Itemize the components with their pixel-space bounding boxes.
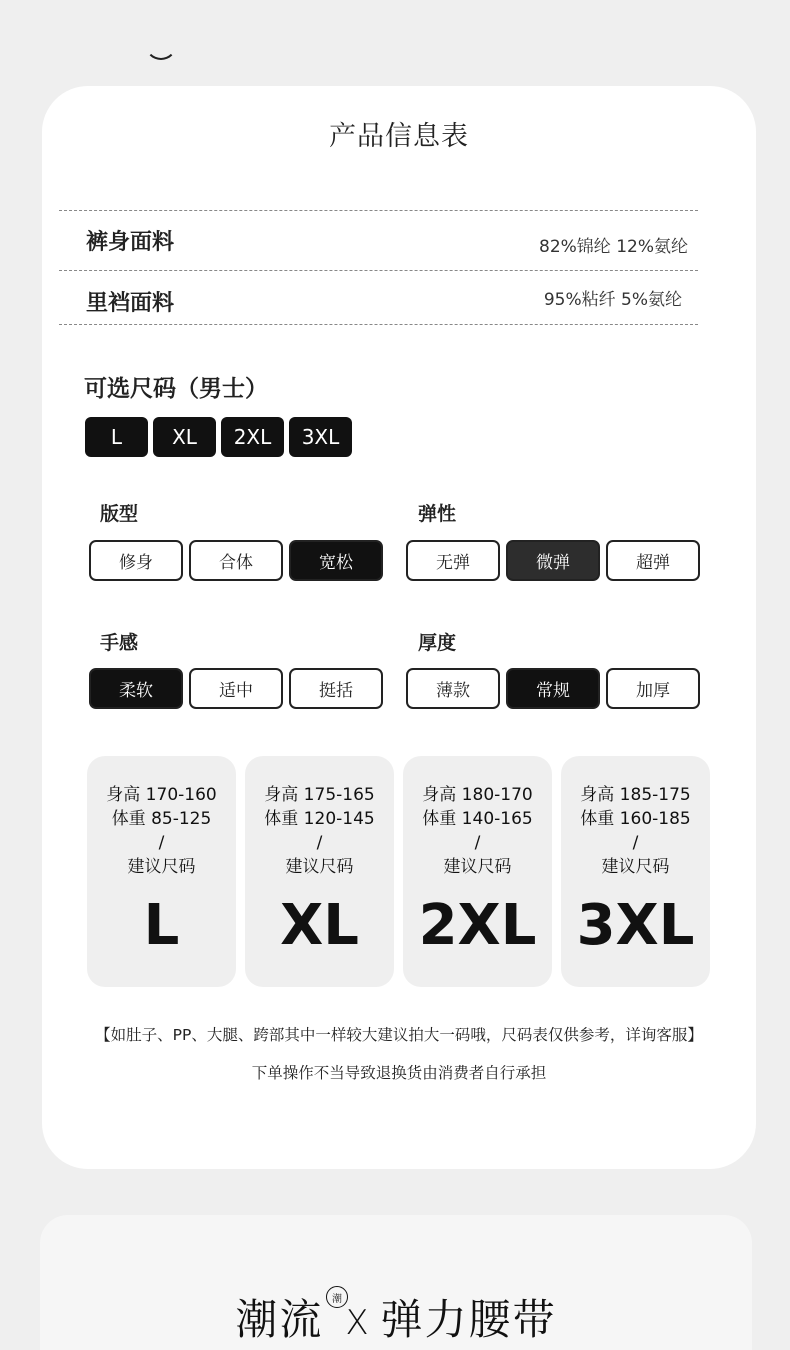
divider: [59, 324, 698, 325]
suggest-label: 建议尺码: [127, 857, 196, 877]
stretch-title: 弹性: [418, 503, 457, 525]
height-range: 身高 185-175: [580, 785, 691, 805]
fit-option-loose[interactable]: 宽松: [289, 540, 383, 581]
promo-banner: [40, 1215, 752, 1350]
decorative-arc: [145, 30, 177, 60]
weight-range: 体重 85-125: [111, 809, 212, 829]
suggested-size: 3XL: [576, 893, 695, 958]
separator: /: [474, 833, 481, 853]
suggest-label: 建议尺码: [443, 857, 512, 877]
size-card-l: [87, 756, 236, 987]
weight-range: 体重 120-145: [264, 809, 375, 829]
stretch-option-none[interactable]: 无弹: [406, 540, 500, 581]
thickness-option-thin[interactable]: 薄款: [406, 668, 500, 709]
separator: /: [316, 833, 323, 853]
suggest-label: 建议尺码: [601, 857, 670, 877]
feel-option-medium[interactable]: 适中: [189, 668, 283, 709]
weight-range: 体重 160-185: [580, 809, 691, 829]
height-range: 身高 175-165: [264, 785, 375, 805]
fit-title: 版型: [100, 503, 139, 525]
separator: /: [632, 833, 639, 853]
suggest-label: 建议尺码: [285, 857, 354, 877]
stretch-options: [406, 540, 700, 581]
thickness-title: 厚度: [418, 632, 457, 654]
suggested-size: XL: [280, 893, 359, 958]
feel-title: 手感: [100, 632, 139, 654]
stretch-option-super[interactable]: 超弹: [606, 540, 700, 581]
lining-value: 95%粘纤 5%氨纶: [543, 290, 682, 310]
size-chip-l[interactable]: L: [85, 417, 148, 457]
size-card-xl: [245, 756, 394, 987]
thickness-option-thick[interactable]: 加厚: [606, 668, 700, 709]
height-range: 身高 170-160: [106, 785, 217, 805]
weight-range: 体重 140-165: [422, 809, 533, 829]
promo-cross: X: [345, 1303, 371, 1343]
promo-headline: [40, 1287, 752, 1347]
fabric-label: 裤身面料: [86, 230, 175, 255]
suggested-size: L: [143, 893, 180, 958]
feel-options: [89, 668, 383, 709]
size-advice-note: 【如肚子、PP、大腿、跨部其中一样较大建议拍大一码哦，尺码表仅供参考，详询客服】: [95, 1026, 703, 1044]
promo-right-text: 弹力腰带: [380, 1295, 557, 1344]
divider: [59, 270, 698, 271]
stretch-option-slight[interactable]: 微弹: [506, 540, 600, 581]
size-heading: 可选尺码（男士）: [84, 376, 268, 402]
promo-left-text: 潮流: [235, 1295, 324, 1344]
thickness-option-regular[interactable]: 常规: [506, 668, 600, 709]
size-chip-3xl[interactable]: 3XL: [289, 417, 352, 457]
size-chip-2xl[interactable]: 2XL: [221, 417, 284, 457]
height-range: 身高 180-170: [422, 785, 533, 805]
fit-option-regular[interactable]: 合体: [189, 540, 283, 581]
feel-option-stiff[interactable]: 挺括: [289, 668, 383, 709]
fabric-value: 82%锦纶 12%氨纶: [539, 237, 688, 257]
size-chip-xl[interactable]: XL: [153, 417, 216, 457]
thickness-options: [406, 668, 700, 709]
size-card-3xl: [561, 756, 710, 987]
divider: [59, 210, 698, 211]
feel-option-soft[interactable]: 柔软: [89, 668, 183, 709]
trend-stamp-icon: 潮: [326, 1286, 348, 1308]
return-policy-note: 下单操作不当导致退换货由消费者自行承担: [251, 1064, 547, 1082]
size-chip-group: [85, 417, 352, 457]
product-info-card: [42, 86, 756, 1169]
size-card-2xl: [403, 756, 552, 987]
suggested-size: 2XL: [418, 893, 537, 958]
size-recommendation-cards: [87, 756, 710, 987]
lining-label: 里裆面料: [86, 291, 175, 316]
card-title: 产品信息表: [329, 121, 469, 152]
fit-options: [89, 540, 383, 581]
separator: /: [158, 833, 165, 853]
fit-option-slim[interactable]: 修身: [89, 540, 183, 581]
